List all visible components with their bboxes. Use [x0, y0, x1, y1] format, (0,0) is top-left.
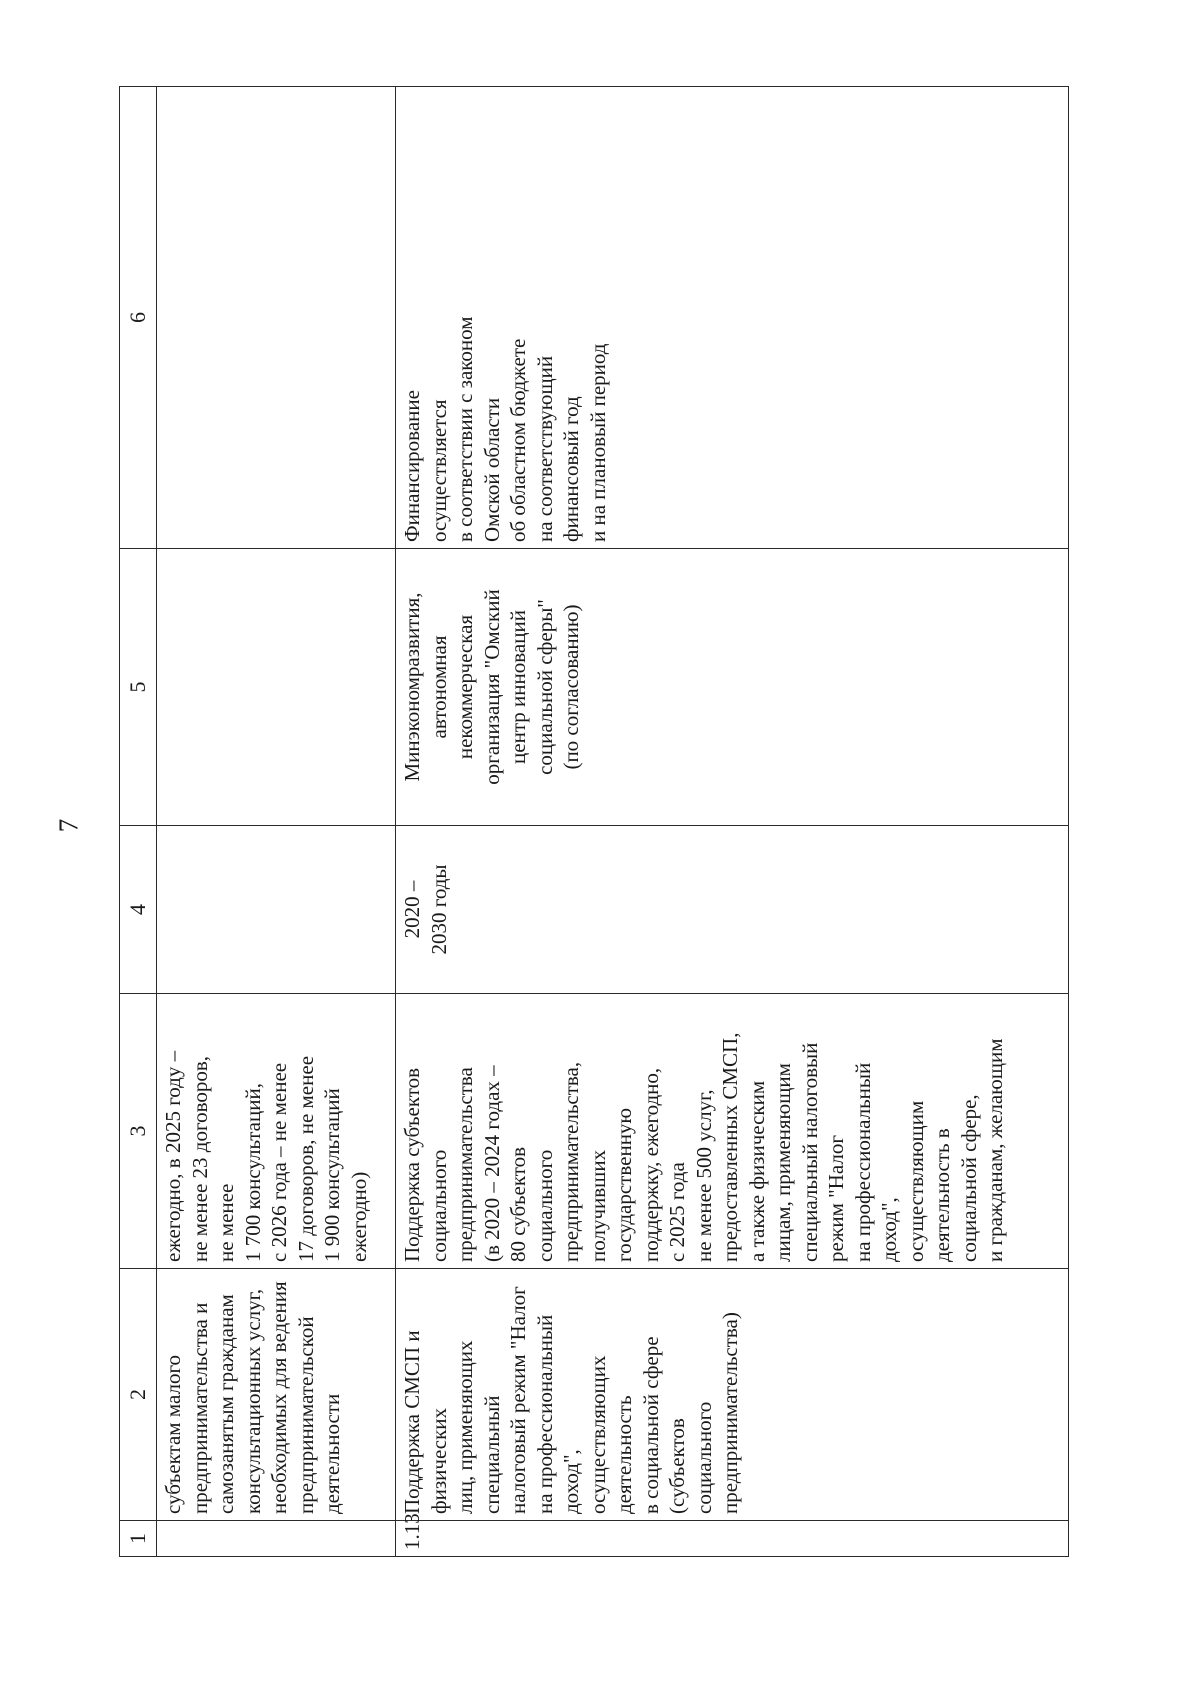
cell-measure: Поддержка СМСП и физических лиц, применяющих специальный налоговый режим "Налог на профессиональный доход", осуществляющих деятельность в социальной сфере (субъектов социального предпринимательства): [396, 1269, 1069, 1521]
cell-executor: Минэкономразвития, автономная некоммерческая организация "Омский центр инноваций социальной сферы" (по согласованию): [396, 549, 1069, 826]
table-row: [157, 87, 396, 1557]
cell-financing: [157, 87, 396, 549]
cell-financing: Финансирование осуществляется в соответствии с законом Омской области об областном бюджете на соответствующий финансовый год и на плановый период: [396, 87, 1069, 549]
table-row: [396, 87, 1069, 1557]
header-col-2: 2: [120, 1269, 157, 1521]
header-row: [120, 87, 157, 1557]
page-number: 7: [53, 818, 84, 833]
cell-period: 2020 – 2030 годы: [396, 826, 1069, 994]
header-col-4: 4: [120, 826, 157, 994]
cell-number: [157, 1521, 396, 1557]
cell-measure: субъектам малого предпринимательства и самозанятым гражданам консультационных услуг, необходимых для ведения предпринимательской деятельности: [157, 1269, 396, 1521]
cell-period: [157, 826, 396, 994]
cell-result: Поддержка субъектов социального предпринимательства (в 2020 – 2024 годах – 80 субъектов социального предпринимательства, получивших государственную поддержку, ежегодно, с 2025 года не менее 500 услуг, предоставленных СМСП, а также физическим лицам, применяющим специальный налоговый режим "Налог на профессиональный доход", осуществляющим деятельность в социальной сфере, и гражданам, желающим: [396, 994, 1069, 1269]
cell-executor: [157, 549, 396, 826]
program-measures-table: [119, 86, 1069, 1557]
header-col-3: 3: [120, 994, 157, 1269]
cell-result: ежегодно, в 2025 году – не менее 23 договоров, не менее 1 700 консультаций, с 2026 года – не менее 17 договоров, не менее 1 900 консультаций ежегодно): [157, 994, 396, 1269]
header-col-5: 5: [120, 549, 157, 826]
header-col-6: 6: [120, 87, 157, 549]
rotated-page-content: [119, 87, 1069, 1557]
cell-number: 1.13: [396, 1521, 1069, 1557]
header-col-1: 1: [120, 1521, 157, 1557]
